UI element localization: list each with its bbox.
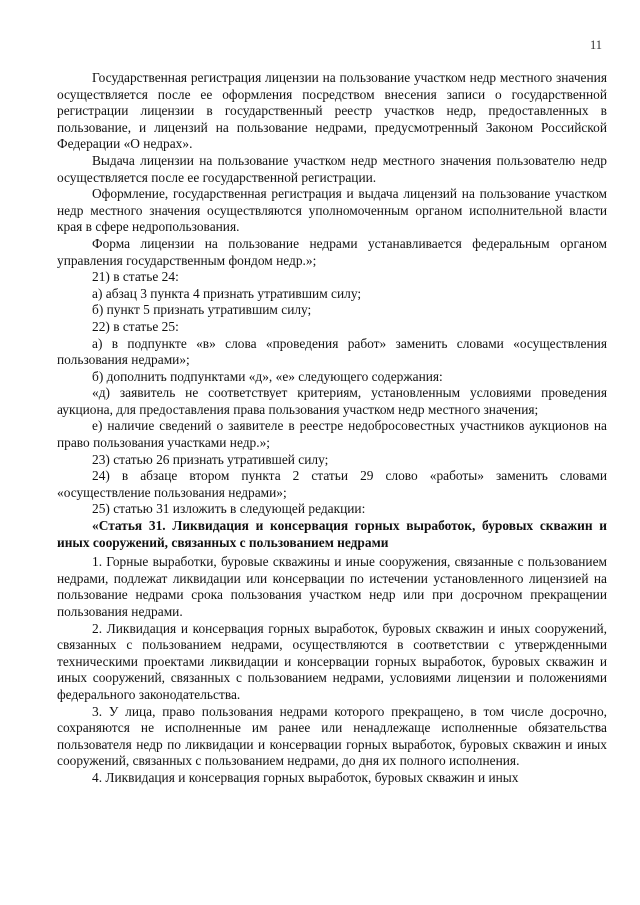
document-body [57,70,607,787]
paragraph: 23) статью 26 признать утратившей силу; [92,451,329,467]
paragraph: а) в подпункте «в» слова «проведения работ» заменить словами «осуществления пользования недрами»; [57,335,607,368]
paragraph: 25) статью 31 изложить в следующей редакции: [92,501,366,517]
paragraph: 1. Горные выработки, буровые скважины и иные сооружения, связанные с пользованием недрами, подлежат ликвидации или консервации по истечении установленного лицензией на пользование недрами срока пользования участком недр или при досрочном прекращении пользования недрами. [57,554,607,619]
article-heading: «Статья 31. Ликвидация и консервация горных выработок, буровых скважин и иных сооружений, связанных с пользованием недрами [57,518,607,550]
paragraph: Форма лицензии на пользование недрами устанавливается федеральным органом управления государственным фондом недр.»; [57,235,607,268]
paragraph: Государственная регистрация лицензии на пользование участком недр местного значения осуществляется после ее оформления посредством внесения записи о государственной регистрации лицензии в государственный реестр участков недр, предоставленных в пользование, и лицензий на пользование недрами, предусмотренный Законом Российской Федерации «О недрах». [57,70,607,152]
paragraph: е) наличие сведений о заявителе в реестре недобросовестных участников аукционов на право пользования участками недр.»; [57,418,607,451]
paragraph: б) пункт 5 признать утратившим силу; [92,302,312,318]
paragraph: б) дополнить подпунктами «д», «е» следующего содержания: [92,368,443,384]
paragraph: 3. У лица, право пользования недрами которого прекращено, в том числе досрочно, сохраняются не исполненные им ранее или ненадлежаще исполненные обязательства пользователя недр по ликвидации и консервации горных выработок, буровых скважин и иных сооружений, связанных с пользованием недрами, до дня их полного исполнения. [57,703,607,769]
paragraph: Оформление, государственная регистрация и выдача лицензий на пользование участком недр местного значения осуществляются уполномоченным органом исполнительной власти края в сфере недропользования. [57,186,607,235]
page-number: 11 [589,38,602,52]
paragraph: 4. Ликвидация и консервация горных выработок, буровых скважин и иных [92,769,519,785]
paragraph: Выдача лицензии на пользование участком недр местного значения пользователю недр осуществляется после ее государственной регистрации. [57,152,607,185]
paragraph: «д) заявитель не соответствует критериям, установленным условиями проведения аукциона, для предоставления права пользования участком недр местного значения; [57,385,607,417]
paragraph: а) абзац 3 пункта 4 признать утратившим силу; [92,285,362,301]
paragraph: 22) в статье 25: [92,318,179,334]
paragraph: 24) в абзаце втором пункта 2 статьи 29 слово «работы» заменить словами «осуществление пользования недрами»; [57,468,607,500]
paragraph: 21) в статье 24: [92,269,179,285]
paragraph: 2. Ликвидация и консервация горных выработок, буровых скважин и иных сооружений, связанных с пользованием недрами, осуществляются в соответствии с утвержденными техническими проектами ликвидации и консервации горных выработок, буровых скважин и иных сооружений, связанных с пользованием недрами, условиями лицензии и положениями федерального законодательства. [57,620,607,702]
